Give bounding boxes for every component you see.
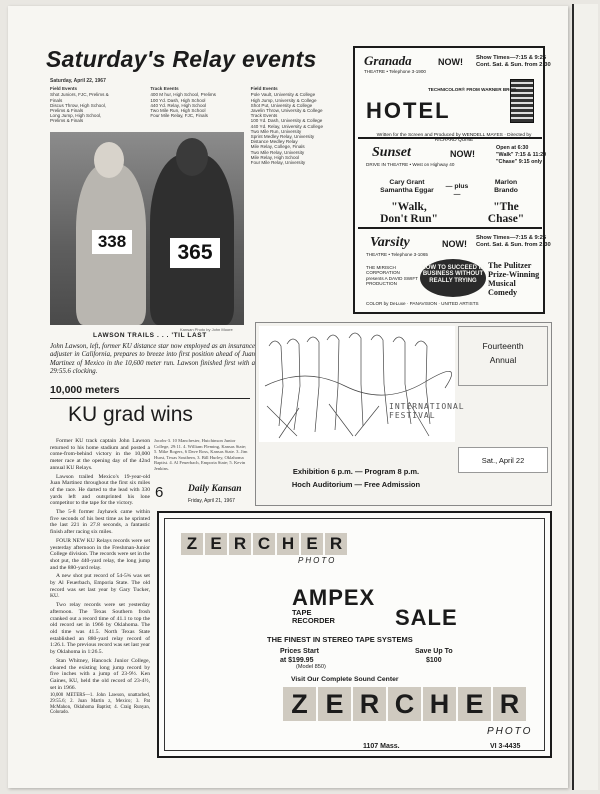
story-headline: KU grad wins xyxy=(68,403,193,426)
photo-credit: Kansan Photo by John Moore xyxy=(180,327,233,332)
event-line: High Jump, University & College xyxy=(250,97,317,103)
masthead-date: Friday, April 21, 1967 xyxy=(188,498,235,504)
event-line: Discus Throw, High School, xyxy=(50,102,107,108)
story-paragraph: The 5-8 former Jayhawk came within five seconds of his best time as he sprinted the last 221 in 27.8 seconds, a fantastic finish after racing six miles. xyxy=(50,509,150,536)
event-line: 440 Yd. Relay, High School xyxy=(150,102,207,108)
festival-annual: Annual xyxy=(489,355,517,365)
film-walk-dont-run: "Walk, Don't Run" xyxy=(380,201,438,225)
ampex-brand: AMPEX xyxy=(292,585,376,610)
pulitzer-line: The Pulitzer Prize-Winning Musical Comedy xyxy=(488,261,540,297)
varsity-now: NOW! xyxy=(442,239,467,249)
model-number: (Model 850) xyxy=(296,664,326,670)
save-up-to: Save Up To $100 xyxy=(415,648,453,664)
granada-color-line: TECHNICOLOR® FROM WARNER BROS. xyxy=(428,87,518,92)
sunset-plus: — plus — xyxy=(445,183,469,198)
granada-now: NOW! xyxy=(438,57,463,67)
race-bib: 338 xyxy=(92,230,132,254)
logo-letter: E xyxy=(318,687,351,721)
visit-line: Visit Our Complete Sound Center xyxy=(291,676,399,683)
event-line: Two Mile Run, University xyxy=(250,128,302,134)
finest-line: THE FINEST IN STEREO TAPE SYSTEMS xyxy=(267,635,413,644)
race-bib: 365 xyxy=(170,238,220,268)
event-line: Prelims & Finals xyxy=(50,108,84,114)
event-line: Shot Juniors, FJC, Prelims & xyxy=(50,92,109,98)
film-the-chase: "The Chase" xyxy=(487,201,525,225)
film-hotel: HOTEL xyxy=(366,98,451,123)
photo-caption-heading: LAWSON TRAILS . . . 'TIL LAST xyxy=(93,332,207,339)
events-date: Saturday, April 22, 1967 xyxy=(50,78,106,84)
festival-details xyxy=(256,465,456,491)
logo-letter: H xyxy=(423,687,456,721)
varsity-tagline: THEATRE • Telephone 3-1065 xyxy=(366,252,428,257)
logo-letter: C xyxy=(388,687,421,721)
granada-logo: Granada xyxy=(364,53,412,68)
photo-label-bottom: PHOTO xyxy=(487,726,533,737)
story-paragraph: Lawson trailed Mexico's 19-year-old Juan Martinez throughout the first six miles of the race. He darted to the lead with 330 yards left and outsprinted his lone competitor to the tape for the victory. xyxy=(50,473,150,507)
runners-photo xyxy=(50,132,244,325)
sunset-times: Open at 6:30 "Walk" 7:15 & 11:20 "Chase" 9:15 only xyxy=(496,145,547,165)
story-results: 10,000 METERS—1. John Lawson, unattached, 29:55.6; 2. Juan Martin z, Mexico; 3. Pat McMahon, Oklahoma Baptist; 4. Craig Runyan, Colorado. xyxy=(50,693,150,716)
logo-letter: E xyxy=(301,533,323,555)
page-headline: Saturday's Relay events xyxy=(46,46,317,72)
sunset-tagline: DRIVE IN THEATRE • West on Highway 40 xyxy=(366,162,455,167)
tape-recorder-label: TAPE RECORDER xyxy=(292,608,335,625)
event-line: Pole Vault, University & College xyxy=(250,92,316,98)
story-paragraph: Former KU track captain John Lawson returned to his home stadium and posted a come-from-behind victory in the 10,000 meter race at the opening day of the 42nd annual KU Relays. xyxy=(50,438,150,471)
logo-letter: E xyxy=(458,687,491,721)
page-number: 6 xyxy=(155,484,164,501)
store-address: 1107 Mass. xyxy=(363,743,400,750)
varsity-logo: Varsity xyxy=(370,235,410,250)
event-line: Finals xyxy=(50,97,63,103)
festival-times: Exhibition 6 p.m. — Program 8 p.m. xyxy=(292,467,420,476)
next-page-edge xyxy=(572,4,598,790)
event-line: Two Mile Relay, University xyxy=(250,149,305,155)
event-line: Sprint Medley Relay, University xyxy=(250,134,315,140)
runner-head xyxy=(176,138,208,176)
story-paragraph: Stan Whitney, Hancock Junior College, cleared the existing long jump record by five inches with a jump of 23-9½. Ken Gaines, KU, held the old record of 23-4½, set in 1966. xyxy=(50,657,150,691)
logo-letter: Z xyxy=(181,533,203,555)
event-line: Four Mile Relay, University xyxy=(250,160,306,166)
events-column-3 xyxy=(251,86,345,165)
zercher-photo-ad xyxy=(157,511,552,758)
photo-caption: John Lawson, left, former KU distance star now employed as an insurance adjuster in California, prepares to breeze into first position ahead of Juan Martinez of Mexico in the 10,600 meter run. Lawson finished first with a 29:55.6 clocking. xyxy=(50,343,255,376)
event-line: Shot Put, University & College xyxy=(250,102,313,108)
event-line: Four Mile Relay, FJC, Finals xyxy=(150,113,208,119)
event-line: 100 Yd. Dash, University & College xyxy=(250,118,323,124)
event-line: Track Events xyxy=(250,113,278,119)
sunset-stars-right: Marlon Brando xyxy=(494,179,518,194)
dancers-sketch xyxy=(259,326,455,442)
event-line: Prelims & Finals xyxy=(50,118,84,124)
event-line: 100 Yd. Dash, High School xyxy=(150,97,206,103)
events-column-header: Field Events xyxy=(50,86,78,92)
event-line: Distance Medley Relay xyxy=(250,139,298,145)
varsity-panavision: COLOR by DeLuxe · PANAVISION · UNITED ARTISTS xyxy=(366,301,479,306)
logo-letter: Z xyxy=(283,687,316,721)
festival-annual-box xyxy=(458,326,548,386)
ad-border xyxy=(164,518,545,751)
logo-letter: E xyxy=(205,533,227,555)
granada-ad xyxy=(358,51,551,143)
logo-letter: R xyxy=(229,533,251,555)
story-paragraph: Two relay records were set yesterday afternoon. The Texas Southern frosh cranked out a record time of 41.1 to top the old record set in 1966 by Oklahoma. The old time was 41.5. North Texas State established an 880-yard relay record of 1:26.1. The previous record was set last year by Oklahoma in 1:26.5. xyxy=(50,602,150,656)
newspaper-page xyxy=(8,6,568,788)
event-line: Two Mile Run, High School xyxy=(150,108,206,114)
granada-credit: Written for the Screen and Produced by WENDELL MAYES · Directed by RICHARD QUINE xyxy=(376,133,532,143)
festival-number: Fourteenth xyxy=(482,341,524,351)
logo-letter: C xyxy=(253,533,275,555)
event-line: Mile Relay, High School xyxy=(250,154,300,160)
story-body xyxy=(50,438,150,718)
events-column-header: Track Events xyxy=(150,86,179,92)
film-how-to-succeed: HOW TO SUCCEED IN BUSINESS WITHOUT REALLY TRYING xyxy=(420,259,486,297)
theater-ads xyxy=(353,46,551,314)
story-subhead: 10,000 meters xyxy=(50,384,120,396)
zercher-logo-bottom xyxy=(283,687,526,721)
varsity-ad xyxy=(358,231,551,311)
event-line: 440 Yd. Relay, University & College xyxy=(250,123,324,129)
festival-date: Sat., April 22 xyxy=(458,447,548,473)
festival-venue: Hoch Auditorium — Free Admission xyxy=(291,480,421,489)
festival-illustration xyxy=(259,326,465,442)
sunset-stars-left: Cary Grant Samantha Eggar xyxy=(380,179,434,194)
divider xyxy=(50,398,250,399)
logo-letter: H xyxy=(277,533,299,555)
sunset-ad xyxy=(358,141,547,229)
logo-letter: R xyxy=(493,687,526,721)
photo-label-top: PHOTO xyxy=(298,556,337,565)
runner-head xyxy=(94,142,124,178)
event-line: 400 M hur, High School, Prelims xyxy=(150,92,216,98)
sunset-now: NOW! xyxy=(450,149,475,159)
sale-label: SALE xyxy=(395,605,458,630)
zercher-logo-top xyxy=(181,533,347,555)
event-line: Long Jump, High School, xyxy=(50,113,102,119)
hotel-building-icon xyxy=(510,79,534,123)
results-column: Jacobs-3. 10 Manchester, Hutchinson Junior College, 29:11. 4. William Fleming, Kansas State; 5. Mike Rogers, 6 Dave Ross, Kansas State. 3. Jim Hurst, Texas Southern, 3. Bill Hurley, Oklahoma Baptist. 4. Al Feuerbach, Emporia State; 5. Kevin Jenkins. xyxy=(154,438,248,471)
festival-title: INTERNATIONAL FESTIVAL xyxy=(389,402,465,420)
varsity-times: Show Times—7:15 & 9:25 Cont. Sat. & Sun. from 2:30 xyxy=(476,235,551,248)
logo-letter: R xyxy=(353,687,386,721)
logo-letter: R xyxy=(325,533,347,555)
events-column-header: Field Events xyxy=(250,86,278,92)
varsity-company: THE MIRISCH CORPORATION presents A DAVID SWIFT PRODUCTION xyxy=(366,265,418,287)
event-line: Javelin Throw, University & College xyxy=(250,108,323,114)
granada-tagline: THEATRE • Telephone 3-1900 xyxy=(364,69,426,74)
international-festival-ad xyxy=(255,322,552,506)
story-paragraph: FOUR NEW KU Relays records were set yesterday afternoon in the Freshman-Junior College division. The records were set in the shot put, the 440-yard relay, the long jump and the 880-yard relay. xyxy=(50,537,150,571)
price-start: Prices Start at $199.95 xyxy=(280,648,319,664)
event-line: Mile Relay, College, Finals xyxy=(250,144,305,150)
story-paragraph: A new shot put record of 54-5¾ was set by Al Feuerbach, Emporia State. The old record was set last year by Gary Tucker, KU. xyxy=(50,573,150,600)
store-phone: VI 3-4435 xyxy=(490,743,521,750)
masthead: Daily Kansan xyxy=(188,484,242,494)
granada-times: Show Times—7:15 & 9:25 Cont. Sat. & Sun. from 2:30 xyxy=(476,55,551,68)
sunset-logo: Sunset xyxy=(372,145,411,160)
